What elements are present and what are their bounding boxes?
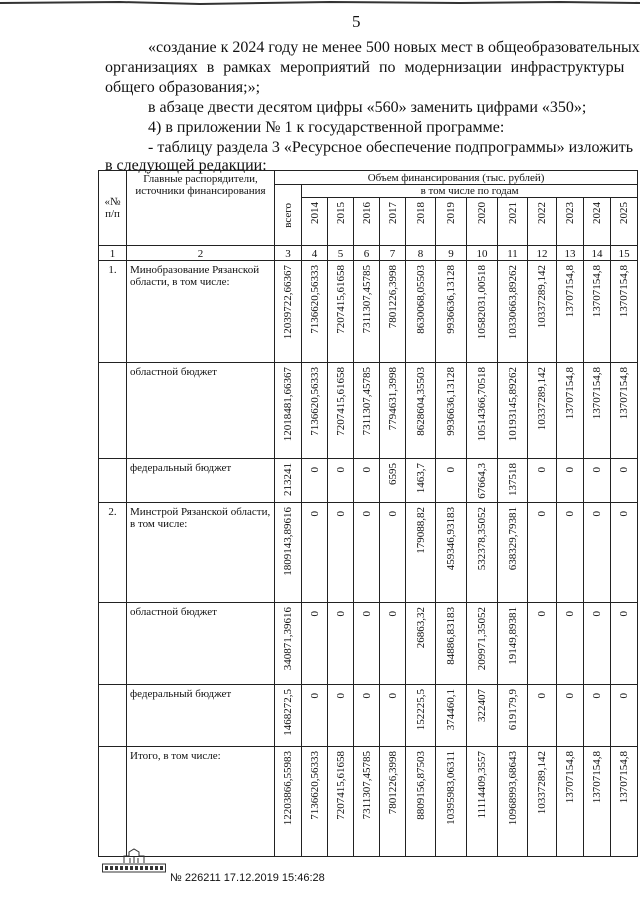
cell-year-2025: 0 bbox=[611, 685, 638, 747]
cell-year-2019: 374460,1 bbox=[436, 685, 467, 747]
cell-year-2025: 0 bbox=[611, 503, 638, 603]
cell-year-2024: 0 bbox=[584, 459, 611, 503]
row-label: федеральный бюджет bbox=[127, 685, 275, 747]
cell-total: 1468272,5 bbox=[275, 685, 302, 747]
header-year-2015: 2015 bbox=[328, 198, 354, 246]
cell-year-2017: 0 bbox=[380, 503, 406, 603]
cell-year-2020: 322407 bbox=[467, 685, 498, 747]
paragraph-line-3: общего образования;»; bbox=[105, 79, 261, 96]
cell-year-2019: 84886,83183 bbox=[436, 603, 467, 685]
cell-year-2019: 9936636,13128 bbox=[436, 261, 467, 363]
column-number: 8 bbox=[406, 246, 436, 261]
cell-year-2014: 0 bbox=[302, 603, 328, 685]
header-years-group: в том числе по годам bbox=[302, 185, 638, 198]
cell-year-2022: 0 bbox=[528, 603, 557, 685]
header-year-2022: 2022 bbox=[528, 198, 557, 246]
paragraph-line-7: в следующей редакции: bbox=[105, 157, 267, 174]
cell-year-2016: 7311307,45785 bbox=[354, 261, 380, 363]
cell-year-2024: 13707154,8 bbox=[584, 747, 611, 857]
table-row bbox=[99, 747, 638, 857]
cell-year-2019: 9936636,13128 bbox=[436, 363, 467, 459]
column-number: 15 bbox=[611, 246, 638, 261]
header-year-2024: 2024 bbox=[584, 198, 611, 246]
cell-year-2023: 0 bbox=[557, 685, 584, 747]
table-row bbox=[99, 603, 638, 685]
cell-total: 12203866,55983 bbox=[275, 747, 302, 857]
cell-year-2018: 179088,82 bbox=[406, 503, 436, 603]
table-row bbox=[99, 363, 638, 459]
table-row bbox=[99, 503, 638, 603]
cell-year-2023: 0 bbox=[557, 603, 584, 685]
cell-year-2025: 13707154,8 bbox=[611, 747, 638, 857]
cell-year-2021: 10968993,68643 bbox=[498, 747, 528, 857]
cell-year-2022: 0 bbox=[528, 459, 557, 503]
table-row bbox=[99, 685, 638, 747]
column-number: 9 bbox=[436, 246, 467, 261]
cell-year-2015: 0 bbox=[328, 503, 354, 603]
cell-year-2023: 0 bbox=[557, 503, 584, 603]
header-year-2017: 2017 bbox=[380, 198, 406, 246]
column-number: 6 bbox=[354, 246, 380, 261]
cell-year-2016: 0 bbox=[354, 603, 380, 685]
cell-total: 1809143,89616 bbox=[275, 503, 302, 603]
cell-year-2015: 0 bbox=[328, 685, 354, 747]
cell-year-2022: 10337289,142 bbox=[528, 747, 557, 857]
cell-year-2021: 137518 bbox=[498, 459, 528, 503]
cell-year-2014: 0 bbox=[302, 503, 328, 603]
cell-year-2025: 13707154,8 bbox=[611, 363, 638, 459]
cell-year-2014: 0 bbox=[302, 459, 328, 503]
header-volume: Объем финансирования (тыс. рублей) bbox=[275, 171, 638, 185]
cell-year-2021: 10330663,89262 bbox=[498, 261, 528, 363]
cell-year-2022: 0 bbox=[528, 685, 557, 747]
column-number: 4 bbox=[302, 246, 328, 261]
cell-year-2016: 0 bbox=[354, 459, 380, 503]
column-number: 5 bbox=[328, 246, 354, 261]
cell-year-2016: 7311307,45785 bbox=[354, 363, 380, 459]
header-year-2021: 2021 bbox=[498, 198, 528, 246]
row-number: 1. bbox=[99, 261, 127, 363]
paragraph-line-2: организациях в рамках мероприятий по модернизации инфраструктуры bbox=[105, 59, 625, 76]
cell-year-2019: 0 bbox=[436, 459, 467, 503]
top-edge-scan-artifact bbox=[0, 0, 640, 6]
cell-year-2014: 0 bbox=[302, 685, 328, 747]
cell-year-2015: 7207415,61658 bbox=[328, 261, 354, 363]
cell-year-2014: 7136620,56333 bbox=[302, 261, 328, 363]
column-number: 14 bbox=[584, 246, 611, 261]
cell-year-2018: 8628604,35503 bbox=[406, 363, 436, 459]
cell-total: 340871,39616 bbox=[275, 603, 302, 685]
column-number: 11 bbox=[498, 246, 528, 261]
cell-year-2015: 7207415,61658 bbox=[328, 747, 354, 857]
cell-year-2024: 13707154,8 bbox=[584, 363, 611, 459]
cell-year-2017: 6595 bbox=[380, 459, 406, 503]
cell-year-2014: 7136620,56333 bbox=[302, 747, 328, 857]
cell-year-2023: 0 bbox=[557, 459, 584, 503]
row-number bbox=[99, 685, 127, 747]
table-row bbox=[99, 459, 638, 503]
cell-year-2017: 0 bbox=[380, 603, 406, 685]
row-label: федеральный бюджет bbox=[127, 459, 275, 503]
cell-year-2020: 67664,3 bbox=[467, 459, 498, 503]
cell-total: 213241 bbox=[275, 459, 302, 503]
table-row bbox=[99, 261, 638, 363]
row-label: Итого, в том числе: bbox=[127, 747, 275, 857]
cell-year-2014: 7136620,56333 bbox=[302, 363, 328, 459]
header-year-2018: 2018 bbox=[406, 198, 436, 246]
cell-year-2024: 13707154,8 bbox=[584, 261, 611, 363]
cell-year-2018: 1463,7 bbox=[406, 459, 436, 503]
cell-year-2016: 0 bbox=[354, 503, 380, 603]
column-number: 13 bbox=[557, 246, 584, 261]
cell-year-2022: 10337289,142 bbox=[528, 363, 557, 459]
cell-total: 12039722,66367 bbox=[275, 261, 302, 363]
cell-year-2024: 0 bbox=[584, 603, 611, 685]
header-year-2023: 2023 bbox=[557, 198, 584, 246]
row-number bbox=[99, 363, 127, 459]
cell-year-2024: 0 bbox=[584, 685, 611, 747]
cell-year-2025: 0 bbox=[611, 603, 638, 685]
cell-year-2021: 638329,79381 bbox=[498, 503, 528, 603]
cell-year-2020: 10582031,00518 bbox=[467, 261, 498, 363]
row-number bbox=[99, 603, 127, 685]
header-year-2020: 2020 bbox=[467, 198, 498, 246]
cell-year-2025: 13707154,8 bbox=[611, 261, 638, 363]
column-number: 3 bbox=[275, 246, 302, 261]
cell-year-2017: 0 bbox=[380, 685, 406, 747]
document-stamp-text: № 226211 17.12.2019 15:46:28 bbox=[170, 872, 325, 884]
header-year-2014: 2014 bbox=[302, 198, 328, 246]
cell-year-2021: 619179,9 bbox=[498, 685, 528, 747]
paragraph-line-1: «создание к 2024 году не менее 500 новых мест в общеобразовательных bbox=[148, 39, 640, 56]
header-year-2019: 2019 bbox=[436, 198, 467, 246]
column-number: 2 bbox=[127, 246, 275, 261]
document-logo-icon bbox=[102, 848, 166, 874]
cell-year-2015: 0 bbox=[328, 459, 354, 503]
column-number: 7 bbox=[380, 246, 406, 261]
column-number: 1 bbox=[99, 246, 127, 261]
paragraph-line-5: 4) в приложении № 1 к государственной программе: bbox=[148, 119, 505, 136]
page-number: 5 bbox=[352, 12, 361, 31]
cell-year-2023: 13707154,8 bbox=[557, 261, 584, 363]
cell-year-2017: 7801226,3998 bbox=[380, 261, 406, 363]
cell-year-2020: 209971,35052 bbox=[467, 603, 498, 685]
cell-year-2020: 532378,35052 bbox=[467, 503, 498, 603]
cell-year-2025: 0 bbox=[611, 459, 638, 503]
header-number: «№ п/п bbox=[99, 171, 127, 246]
row-label: Минстрой Рязанской области, в том числе: bbox=[127, 503, 275, 603]
column-number: 10 bbox=[467, 246, 498, 261]
cell-year-2021: 10193145,89262 bbox=[498, 363, 528, 459]
cell-year-2024: 0 bbox=[584, 503, 611, 603]
cell-total: 12018481,66367 bbox=[275, 363, 302, 459]
row-number bbox=[99, 459, 127, 503]
cell-year-2023: 13707154,8 bbox=[557, 363, 584, 459]
row-number: 2. bbox=[99, 503, 127, 603]
cell-year-2016: 7311307,45785 bbox=[354, 747, 380, 857]
row-label: Минобразование Рязанской области, в том числе: bbox=[127, 261, 275, 363]
column-number: 12 bbox=[528, 246, 557, 261]
paragraph-line-4: в абзаце двести десятом цифры «560» заменить цифрами «350»; bbox=[148, 99, 587, 116]
cell-year-2021: 19149,89381 bbox=[498, 603, 528, 685]
cell-year-2015: 0 bbox=[328, 603, 354, 685]
cell-year-2018: 152225,5 bbox=[406, 685, 436, 747]
row-label: областной бюджет bbox=[127, 363, 275, 459]
cell-year-2023: 13707154,8 bbox=[557, 747, 584, 857]
cell-year-2022: 0 bbox=[528, 503, 557, 603]
header-distributors: Главные распорядители, источники финансирования bbox=[127, 171, 275, 246]
resource-table bbox=[98, 170, 638, 857]
cell-year-2016: 0 bbox=[354, 685, 380, 747]
header-year-2016: 2016 bbox=[354, 198, 380, 246]
header-year-2025: 2025 bbox=[611, 198, 638, 246]
cell-year-2018: 26863,32 bbox=[406, 603, 436, 685]
cell-year-2015: 7207415,61658 bbox=[328, 363, 354, 459]
cell-year-2017: 7801226,3998 bbox=[380, 747, 406, 857]
paragraph-line-6: - таблицу раздела 3 «Ресурсное обеспечение подпрограммы» изложить bbox=[148, 139, 633, 156]
cell-year-2020: 10514366,70518 bbox=[467, 363, 498, 459]
cell-year-2019: 10395983,06311 bbox=[436, 747, 467, 857]
header-total: всего bbox=[275, 185, 302, 246]
cell-year-2017: 7794631,3998 bbox=[380, 363, 406, 459]
cell-year-2020: 11114409,3557 bbox=[467, 747, 498, 857]
cell-year-2018: 8630068,05503 bbox=[406, 261, 436, 363]
cell-year-2022: 10337289,142 bbox=[528, 261, 557, 363]
cell-year-2019: 459346,93183 bbox=[436, 503, 467, 603]
row-label: областной бюджет bbox=[127, 603, 275, 685]
cell-year-2018: 8809156,87503 bbox=[406, 747, 436, 857]
row-number bbox=[99, 747, 127, 857]
